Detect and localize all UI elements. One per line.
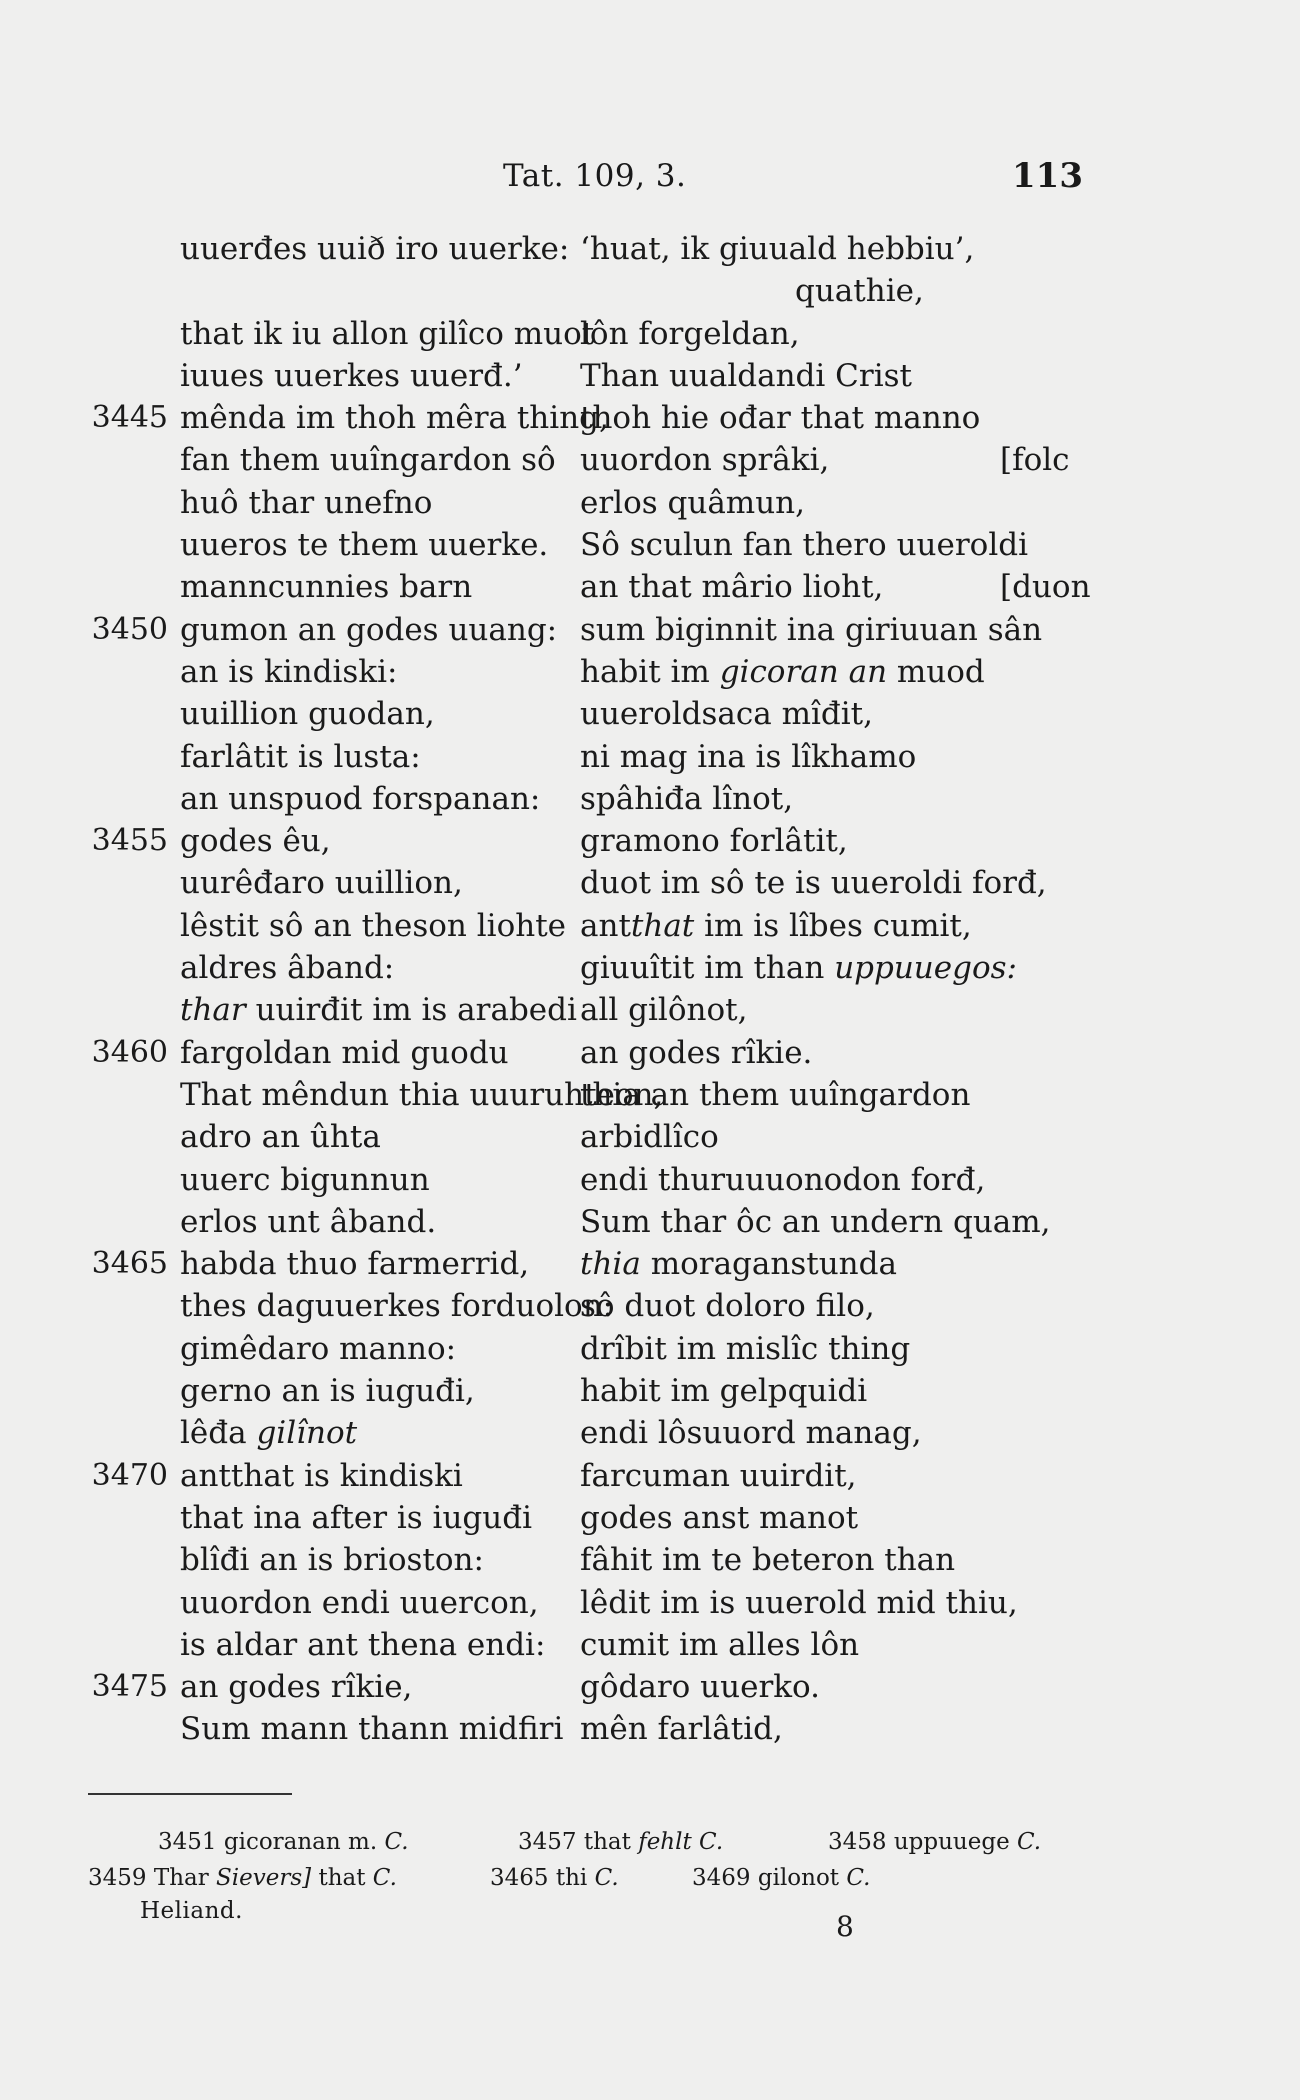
second-half-line (580, 1624, 859, 1666)
second-half-text: habit im gelpquidi (580, 1373, 868, 1410)
footnotes (88, 1824, 1268, 1896)
second-half-text: thia an them uuîngardon (580, 1076, 971, 1113)
first-half-line (180, 1412, 357, 1454)
second-half-text: ‘huat, ik giuuald hebbiu’, (580, 231, 975, 267)
verse-line (0, 1032, 1300, 1074)
footnote-3451: 3451 gicoranan m. C. (158, 1829, 409, 1855)
second-half-text: endi lôsuuord manag, (580, 1415, 922, 1452)
first-half-line (180, 947, 394, 989)
footnote-3465: 3465 thi C. (490, 1865, 619, 1891)
second-half-line (580, 1497, 858, 1539)
first-half-line (180, 524, 548, 566)
verse-line (0, 778, 1300, 820)
second-half-line (580, 228, 974, 270)
second-half-line (580, 862, 1047, 904)
second-half-line (580, 313, 800, 355)
second-half-text: an that mârio lioht, (580, 569, 884, 606)
italic-word: uppuuegos: (834, 950, 1017, 987)
line-number: 3455 (91, 823, 168, 859)
line-number: 3450 (91, 611, 168, 647)
first-half-text: gumon an godes uuang: (180, 611, 558, 648)
overflow-word: [duon (1000, 569, 1091, 606)
verse-line (0, 397, 1300, 439)
footnote-3459: 3459 Thar Sievers] that C. (88, 1865, 397, 1891)
verse-line (0, 566, 1300, 608)
verse-line (0, 1539, 1300, 1581)
first-half-line (180, 693, 435, 735)
line-number: 3460 (91, 1034, 168, 1070)
first-half-line (180, 1370, 475, 1412)
second-half-line (580, 609, 1042, 651)
first-half-line (180, 609, 557, 651)
first-half-line (180, 1708, 563, 1750)
verse-line (0, 228, 1300, 270)
second-half-text: erlos quâmun, (580, 484, 805, 521)
line-number: 3465 (91, 1246, 168, 1282)
second-half-text: giuuîtit im than (580, 950, 825, 987)
verse-line (0, 1285, 1300, 1327)
second-half-line (580, 482, 805, 524)
second-half-text: Than uualdandi Crist (580, 357, 912, 394)
second-half-line (580, 1708, 783, 1750)
line-number: 3475 (91, 1669, 168, 1705)
second-half-text: lêdit im is uuerold mid thiu, (580, 1584, 1018, 1621)
verse-line (0, 1412, 1300, 1454)
italic-word: gicoran an (719, 653, 888, 690)
first-half-line (180, 1666, 412, 1708)
verse-line (0, 989, 1300, 1031)
verse-line (0, 1074, 1300, 1116)
first-half-text: uueros te them uuerke. (180, 527, 549, 564)
second-half-text: ant (580, 907, 631, 944)
second-half-line (580, 1074, 970, 1116)
second-half-text: uuordon sprâki, (580, 442, 830, 479)
first-half-line (180, 1497, 532, 1539)
first-half-text: Sum mann thann midfiri (180, 1711, 564, 1748)
first-half-line (180, 397, 609, 439)
italic-word: gilînot (256, 1415, 358, 1452)
verse-line (0, 1201, 1300, 1243)
second-half-line (580, 989, 747, 1031)
verse-line (0, 736, 1300, 778)
second-half-text: an godes rîkie. (580, 1034, 813, 1071)
verse-line (0, 270, 1300, 312)
second-half-line (580, 1412, 922, 1454)
second-half-text: mên farlâtid, (580, 1711, 783, 1748)
verse-line (0, 693, 1300, 735)
second-half-line (580, 1539, 955, 1581)
first-half-text: mênda im thoh mêra thing, (180, 400, 609, 437)
second-half-text: endi thuruuuonodon forđ, (580, 1161, 986, 1198)
first-half-text: that ina after is iuguđi (180, 1499, 532, 1536)
footnote-3469: 3469 gilonot C. (692, 1865, 871, 1891)
second-half-text: sô duot doloro filo, (580, 1288, 875, 1325)
second-half-text: arbidlîco (580, 1119, 719, 1156)
second-half-text: duot im sô te is uueroldi forđ, (580, 865, 1047, 902)
first-half-text: manncunnies barn (180, 569, 473, 606)
second-half-line (580, 778, 793, 820)
first-half-text: erlos unt âband. (180, 1203, 437, 1240)
verse-line (0, 1328, 1300, 1370)
first-half-text: gerno an is iuguđi, (180, 1373, 475, 1410)
first-half-text: That mêndun thia uuuruhteon, (180, 1076, 664, 1113)
verse-line (0, 862, 1300, 904)
first-half-text: gimêdaro manno: (180, 1330, 457, 1367)
verse-text (0, 228, 1300, 1751)
second-half-line (580, 820, 848, 862)
first-half-text: aldres âband: (180, 950, 395, 987)
first-half-line (180, 355, 523, 397)
second-half-text: Sum thar ôc an undern quam, (580, 1203, 1051, 1240)
first-half-line (180, 228, 569, 270)
second-half-text: lôn forgeldan, (580, 315, 800, 352)
verse-line (0, 820, 1300, 862)
second-half-text: cumit im alles lôn (580, 1626, 860, 1663)
second-half-line (580, 1243, 897, 1285)
verse-line (0, 651, 1300, 693)
first-half-text: thes daguuerkes forduolon: (180, 1288, 614, 1325)
first-half-line (180, 313, 594, 355)
first-half-line (180, 905, 566, 947)
second-half-line (580, 1455, 857, 1497)
first-half-line (180, 1328, 456, 1370)
first-half-text: lêđa (180, 1415, 247, 1452)
first-half-text: an is kindiski: (180, 653, 398, 690)
second-half-text: fâhit im te beteron than (580, 1542, 956, 1579)
second-half-line (580, 1116, 719, 1158)
second-half-line (580, 1285, 875, 1327)
first-half-text: uurêđaro uuillion, (180, 865, 463, 902)
signature-mark: Heliand. (140, 1898, 243, 1924)
second-half-line (580, 651, 985, 693)
verse-line (0, 439, 1300, 481)
second-half-text: ni mag ina is lîkhamo (580, 738, 917, 775)
italic-word: that (630, 907, 695, 944)
first-half-text: adro an ûhta (180, 1119, 381, 1156)
first-half-line (180, 820, 331, 862)
first-half-line (180, 566, 472, 608)
first-half-line (180, 1455, 463, 1497)
first-half-text: iuues uuerkes uuerđ.’ (180, 357, 523, 394)
first-half-text: uuerc bigunnun (180, 1161, 430, 1198)
first-half-text: fargoldan mid guodu (180, 1034, 509, 1071)
second-half-line (580, 397, 980, 439)
first-half-text: uuordon endi uuercon, (180, 1584, 539, 1621)
first-half-text: an godes rîkie, (180, 1669, 413, 1706)
second-half-line (580, 1328, 910, 1370)
first-half-text: lêstit sô an theson liohte (180, 907, 567, 944)
first-half-line (180, 1243, 529, 1285)
first-half-line (180, 651, 397, 693)
second-half-text: thoh hie ođar that manno (580, 400, 981, 437)
first-half-line (180, 778, 540, 820)
first-half-text: an unspuod forspanan: (180, 780, 541, 817)
second-half-line (580, 736, 916, 778)
second-half-line (580, 1159, 985, 1201)
first-half-line (180, 482, 432, 524)
second-half-text-tail: im is lîbes cumit, (704, 907, 972, 944)
sheet-number: 8 (836, 1910, 854, 1943)
italic-word: thar (180, 992, 246, 1029)
second-half-text-tail: moraganstunda (650, 1246, 897, 1283)
page-number: 113 (1012, 156, 1083, 196)
verse-line (0, 1159, 1300, 1201)
verse-line (0, 524, 1300, 566)
verse-line (0, 609, 1300, 651)
first-half-line (180, 1116, 381, 1158)
second-half-line (580, 355, 912, 397)
verse-line (0, 1624, 1300, 1666)
verse-line (0, 1455, 1300, 1497)
first-half-line (180, 439, 556, 481)
second-half-line (580, 1666, 820, 1708)
first-half-line (180, 862, 463, 904)
verse-line (0, 1116, 1300, 1158)
second-half-text: godes anst manot (580, 1499, 859, 1536)
first-half-line (180, 1285, 613, 1327)
verse-line (0, 355, 1300, 397)
first-half-text: habda thuo farmerrid, (180, 1246, 530, 1283)
verse-line (0, 1582, 1300, 1624)
second-half-text: spâhiđa lînot, (580, 780, 794, 817)
second-half-line (580, 566, 883, 608)
second-half-line (580, 693, 873, 735)
second-half-text: gôdaro uuerko. (580, 1669, 821, 1706)
first-half-text: fan them uuîngardon sô (180, 442, 556, 479)
italic-word: thia (580, 1246, 641, 1283)
second-half-text: quathie, (795, 273, 924, 310)
verse-line (0, 1370, 1300, 1412)
first-half-text: uuillion guodan, (180, 696, 435, 733)
second-half-text: farcuman uuirdit, (580, 1457, 857, 1494)
second-half-line (580, 524, 1028, 566)
first-half-line (180, 1159, 430, 1201)
first-half-line (180, 736, 421, 778)
second-half-line (580, 905, 972, 947)
second-half-line (580, 1201, 1051, 1243)
first-half-text: huô thar unefno (180, 484, 433, 521)
first-half-text: uuerđes uuið iro uuerke: (180, 231, 570, 267)
first-half-text: farlâtit is lusta: (180, 738, 421, 775)
second-half-text-tail: muod (896, 653, 985, 690)
second-half-line (580, 947, 1017, 989)
line-number: 3445 (91, 400, 168, 436)
running-head-reference: Tat. 109, 3. (503, 158, 687, 194)
second-half-text: habit im (580, 653, 710, 690)
second-half-line (580, 1032, 812, 1074)
second-half-text: uueroldsaca mîđit, (580, 696, 873, 733)
footnote-rule (88, 1793, 292, 1795)
footnote-3458: 3458 uppuuege C. (828, 1829, 1042, 1855)
second-half-text: all gilônot, (580, 992, 748, 1029)
first-half-line (180, 1032, 509, 1074)
first-half-line (180, 1201, 436, 1243)
footnote-3457: 3457 that fehlt C. (518, 1829, 724, 1855)
verse-line (0, 947, 1300, 989)
verse-line (0, 1497, 1300, 1539)
first-half-text: godes êu, (180, 823, 331, 860)
second-half-line (580, 1370, 867, 1412)
verse-line (0, 1666, 1300, 1708)
footnote-row-2 (88, 1860, 1268, 1896)
first-half-line (180, 989, 577, 1031)
first-half-line (180, 1539, 484, 1581)
first-half-text: uuirđit im is arabedi (255, 992, 577, 1029)
first-half-text: is aldar ant thena endi: (180, 1626, 546, 1663)
second-half-text: gramono forlâtit, (580, 823, 848, 860)
first-half-line (180, 1582, 539, 1624)
first-half-text: antthat is kindiski (180, 1457, 463, 1494)
verse-line (0, 313, 1300, 355)
second-half-text: Sô sculun fan thero uueroldi (580, 527, 1029, 564)
verse-line (0, 905, 1300, 947)
first-half-text: blîđi an is brioston: (180, 1542, 484, 1579)
verse-line (0, 1243, 1300, 1285)
second-half-text: sum biginnit ina giriuuan sân (580, 611, 1043, 648)
footnote-row-1 (88, 1824, 1268, 1860)
second-half-line (580, 1582, 1018, 1624)
first-half-text: that ik iu allon gilîco muot (180, 315, 595, 352)
line-number: 3470 (91, 1457, 168, 1493)
verse-line (0, 482, 1300, 524)
second-half-line (795, 270, 924, 312)
first-half-line (180, 1624, 545, 1666)
second-half-text: drîbit im mislîc thing (580, 1330, 911, 1367)
verse-line (0, 1708, 1300, 1750)
overflow-word: [folc (1000, 442, 1070, 479)
second-half-line (580, 439, 829, 481)
